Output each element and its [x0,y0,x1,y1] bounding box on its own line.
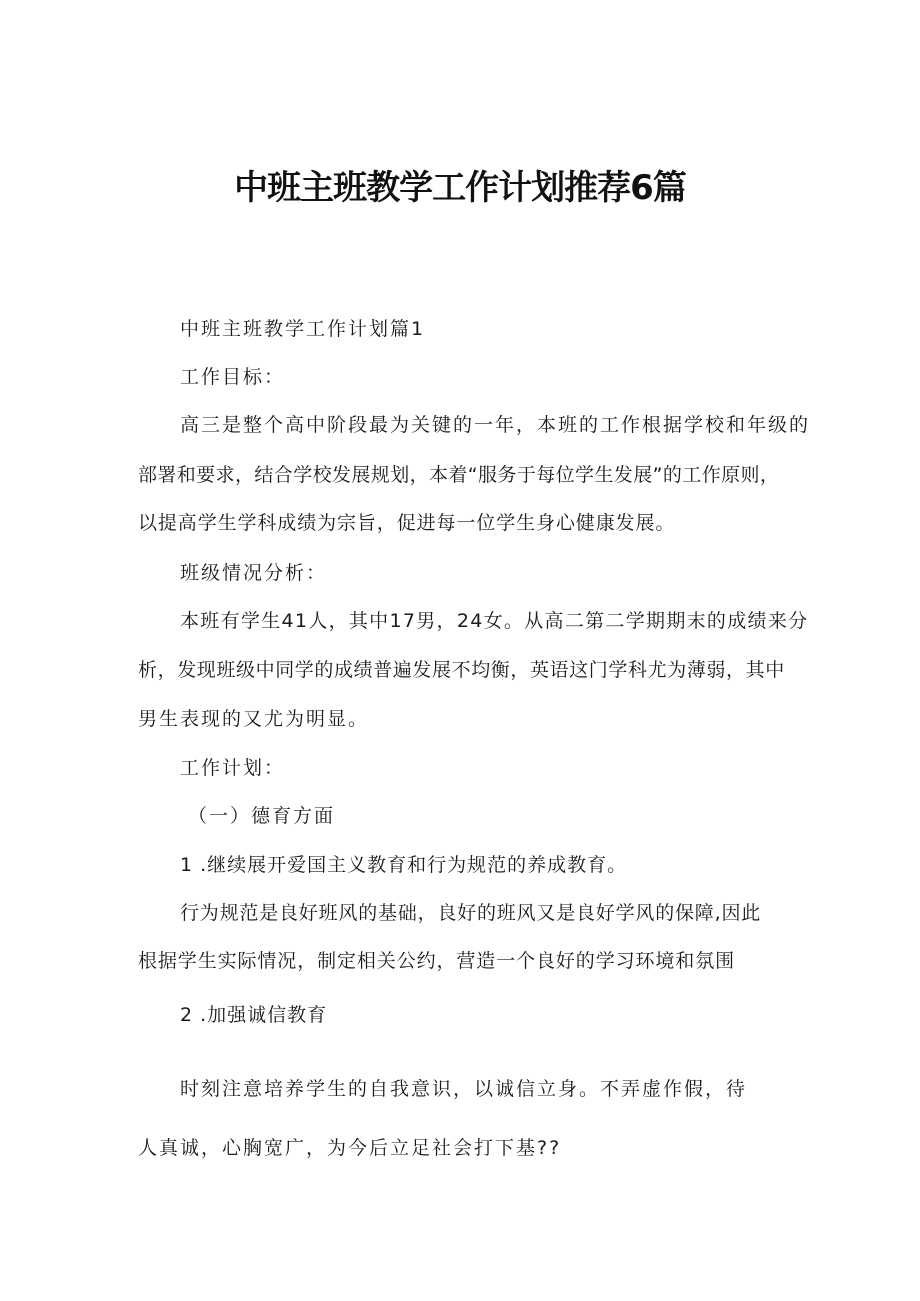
list-item: 1 .继续展开爱国主义教育和行为规范的养成教育。 [180,854,628,876]
paragraph-line: 时刻注意培养学生的自我意识，以诚信立身。不弄虚作假，待 [180,1078,748,1100]
paragraph-line: 部署和要求，结合学校发展规划，本着“服务于每位学生发展”的工作原则， [138,464,780,486]
paragraph-line: 人真诚，心胸宽广，为今后立足社会打下基?? [138,1137,562,1159]
subsection-heading: （一）德育方面 [188,805,336,827]
paragraph-label: 工作计划： [180,757,286,779]
paragraph-line: 根据学生实际情况，制定相关公约，营造一个良好的学习环境和氛围 [138,950,736,972]
paragraph-line: 高三是整个高中阶段最为关键的一年，本班的工作根据学校和年级的 [180,414,811,436]
paragraph-line: 行为规范是良好班风的基础，良好的班风又是良好学风的保障,因此 [180,902,762,924]
section-heading: 中班主班教学工作计划篇1 [180,318,426,340]
paragraph-line: 以提高学生学科成绩为宗旨，促进每一位学生身心健康发展。 [138,512,676,534]
document-title: 中班主班教学工作计划推荐6篇 [234,168,686,208]
paragraph-line: 男生表现的又尤为明显。 [138,708,370,730]
list-item: 2 .加强诚信教育 [180,1004,328,1026]
paragraph-label: 工作目标： [180,366,286,388]
paragraph-line: 本班有学生41人，其中17男，24女。从高二第二学期期末的成绩来分 [180,610,809,632]
paragraph-label: 班级情况分析： [180,562,328,584]
paragraph-line: 析，发现班级中同学的成绩普遍发展不均衡，英语这门学科尤为薄弱，其中 [138,659,785,681]
